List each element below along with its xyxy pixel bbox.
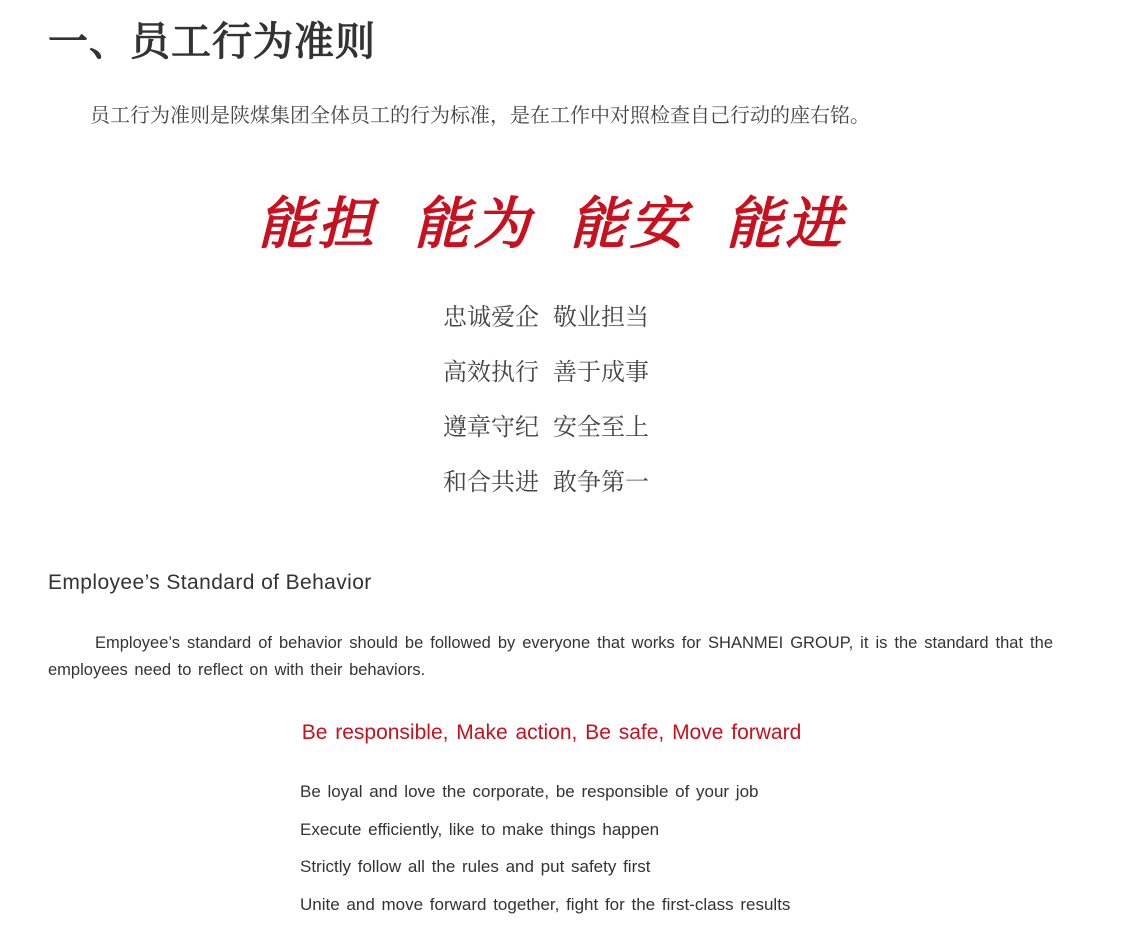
- section-title-en: Employee’s Standard of Behavior: [48, 571, 372, 594]
- page-title-cn: 一、员工行为准则: [48, 19, 376, 65]
- motto-item: 能进: [725, 191, 846, 257]
- motto-item: 能为: [413, 191, 534, 257]
- values-list-cn: [443, 296, 649, 516]
- motto-item: 能安: [569, 191, 690, 257]
- value-line: [443, 461, 649, 516]
- value-phrase: 高效执行: [443, 358, 539, 386]
- value-line-en: Unite and move forward together, fight for the first-class results: [300, 894, 791, 914]
- value-line: [443, 406, 649, 461]
- value-phrase: 和合共进: [443, 468, 539, 496]
- value-phrase: 遵章守纪: [443, 413, 539, 441]
- value-line: [443, 351, 649, 406]
- motto-line-en: Be responsible, Make action, Be safe, Move forward: [301, 721, 802, 744]
- motto-item: 能担: [257, 191, 378, 257]
- value-phrase: 敢争第一: [553, 468, 649, 496]
- value-phrase: 忠诚爱企: [443, 303, 539, 331]
- value-line: [443, 296, 649, 351]
- intro-paragraph-en: Employee’s standard of behavior should be followed by everyone that works for SHANMEI GROUP, it is the standard that the employees need to reflect on with their behaviors.: [48, 634, 1053, 679]
- value-line-en: Strictly follow all the rules and put safety first: [300, 857, 651, 877]
- value-phrase: 善于成事: [553, 358, 649, 386]
- values-list-en: [300, 778, 790, 928]
- value-line-en: Execute efficiently, like to make things happen: [300, 819, 660, 839]
- value-line-en: Be loyal and love the corporate, be responsible of your job: [300, 782, 759, 801]
- value-phrase: 敬业担当: [553, 303, 649, 331]
- value-phrase: 安全至上: [553, 413, 649, 441]
- motto-banner-cn: [0, 188, 1103, 260]
- intro-paragraph-cn: 员工行为准则是陕煤集团全体员工的行为标准，是在工作中对照检查自己行动的座右铭。: [90, 103, 870, 127]
